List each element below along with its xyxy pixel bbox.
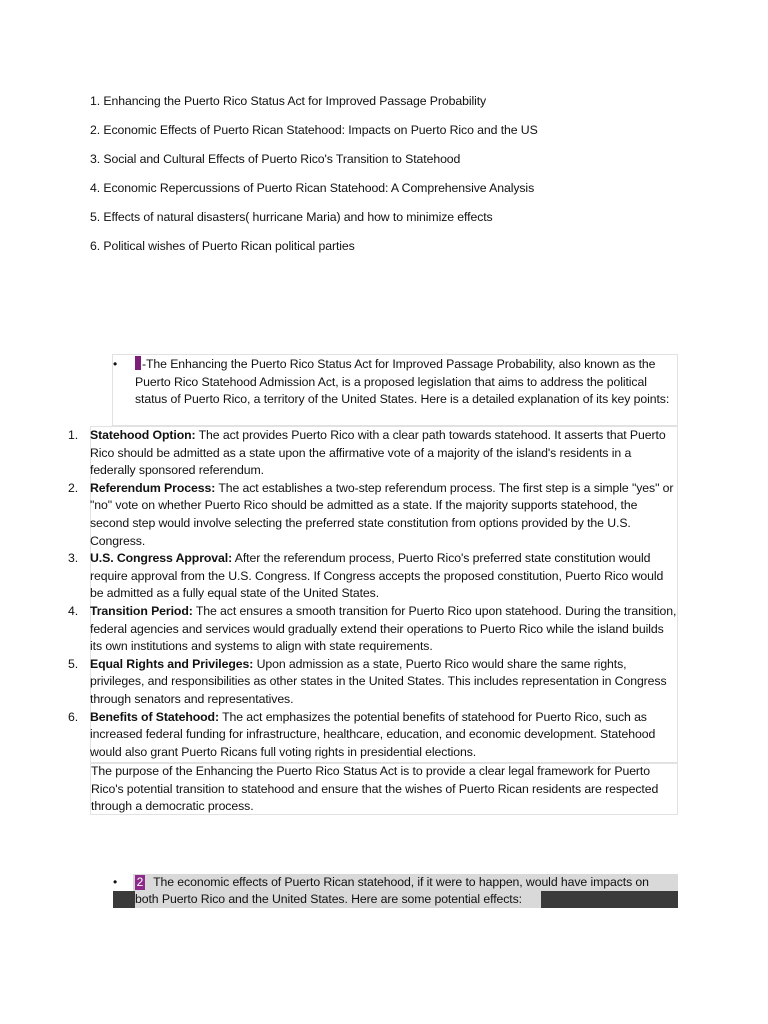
key-point-6[interactable] <box>66 709 678 762</box>
section1-intro-text: -The Enhancing the Puerto Rico Status Act for Improved Passage Probability, also known as the Puerto Rico Statehood Admission Act, is a proposed legislation that aims to address the political status of Puerto Rico, a territory of the United States. Here is a detailed explanation of its key points: <box>135 357 670 407</box>
key-point-number: 1. <box>68 428 79 442</box>
key-point-text: The act provides Puerto Rico with a clear path towards statehood. It asserts that Puerto Rico should be admitted as a state upon the affirmative vote of a majority of the island's residents in a federally sponsored referendum. <box>90 428 666 478</box>
key-point-5[interactable] <box>66 656 678 709</box>
key-point-text: After the referendum process, Puerto Rico's preferred state constitution would require approval from the U.S. Congress. If Congress accepts the proposed constitution, Puerto Rico would be admitted as a fully equal state of the United States. <box>90 551 664 601</box>
outline-item-5: 5. Effects of natural disasters( hurricane Maria) and how to minimize effects <box>90 210 493 224</box>
purpose-paragraph[interactable]: The purpose of the Enhancing the Puerto Rico Status Act is to provide a clear legal framework for Puerto Rico's potential transition to statehood and ensure that the wishes of Puerto Rican residents are respected through a democratic process. <box>91 764 659 814</box>
key-point-text: Upon admission as a state, Puerto Rico would share the same rights, privileges, and responsibilities as other states in the United States. This includes representation in Congress through senators and representatives. <box>90 656 667 706</box>
section-number-marker[interactable]: 2 <box>136 875 144 889</box>
key-point-title: Transition Period: <box>90 603 193 618</box>
section2-line1: The economic effects of Puerto Rican statehood, if it were to happen, would have impacts on <box>150 875 649 889</box>
section2-line2: both Puerto Rico and the United States. Here are some potential effects: <box>135 892 522 907</box>
key-point-3[interactable] <box>66 550 678 603</box>
key-point-text: The act emphasizes the potential benefits of statehood for Puerto Rico, such as increased federal funding for infrastructure, healthcare, education, and economic development. Statehood would also grant Puerto Ricans full voting rights in presidential elections. <box>90 709 656 759</box>
key-point-text: The act establishes a two-step referendum process. The first step is a simple "yes" or "no" vote on whether Puerto Rico should be admitted as a state. If the majority supports statehood, the second step would involve selecting the preferred state constitution from options provided by the U.S. Congress. <box>90 480 674 548</box>
key-point-number: 4. <box>68 603 79 618</box>
key-point-title: Equal Rights and Privileges: <box>90 656 254 671</box>
outline-item-3: 3. Social and Cultural Effects of Puerto Rico's Transition to Statehood <box>90 152 461 166</box>
key-point-number: 6. <box>68 709 79 724</box>
key-point-title: U.S. Congress Approval: <box>90 551 233 566</box>
key-point-4[interactable] <box>66 603 678 656</box>
section1-intro[interactable] <box>135 356 675 409</box>
key-point-title: Benefits of Statehood: <box>90 709 219 724</box>
key-point-number: 3. <box>68 551 79 566</box>
section1-bullet: • <box>113 357 118 371</box>
outline-item-1: 1. Enhancing the Puerto Rico Status Act for Improved Passage Probability <box>90 94 487 108</box>
key-point-text: The act ensures a smooth transition for Puerto Rico upon statehood. During the transition, federal agencies and services would gradually extend their operations to Puerto Rico while the island builds its own institutions and systems to align with state requirements. <box>90 603 677 654</box>
outline-item-2: 2. Economic Effects of Puerto Rican Statehood: Impacts on Puerto Rico and the US <box>90 123 538 137</box>
key-point-title: Referendum Process: <box>90 480 216 495</box>
key-point-title: Statehood Option: <box>90 428 196 442</box>
key-point-1[interactable] <box>66 427 678 480</box>
selection-dark-start <box>113 891 135 908</box>
key-points-list <box>66 427 678 761</box>
section2-bullet: • <box>113 875 118 889</box>
key-point-2[interactable] <box>66 480 678 550</box>
comment-marker[interactable] <box>135 356 141 370</box>
key-point-number: 2. <box>68 480 79 495</box>
topic-outline <box>90 92 710 266</box>
key-point-number: 5. <box>68 656 79 671</box>
outline-item-6: 6. Political wishes of Puerto Rican political parties <box>90 239 355 253</box>
section2-intro[interactable] <box>135 874 680 909</box>
outline-item-4: 4. Economic Repercussions of Puerto Rican Statehood: A Comprehensive Analysis <box>90 181 535 195</box>
